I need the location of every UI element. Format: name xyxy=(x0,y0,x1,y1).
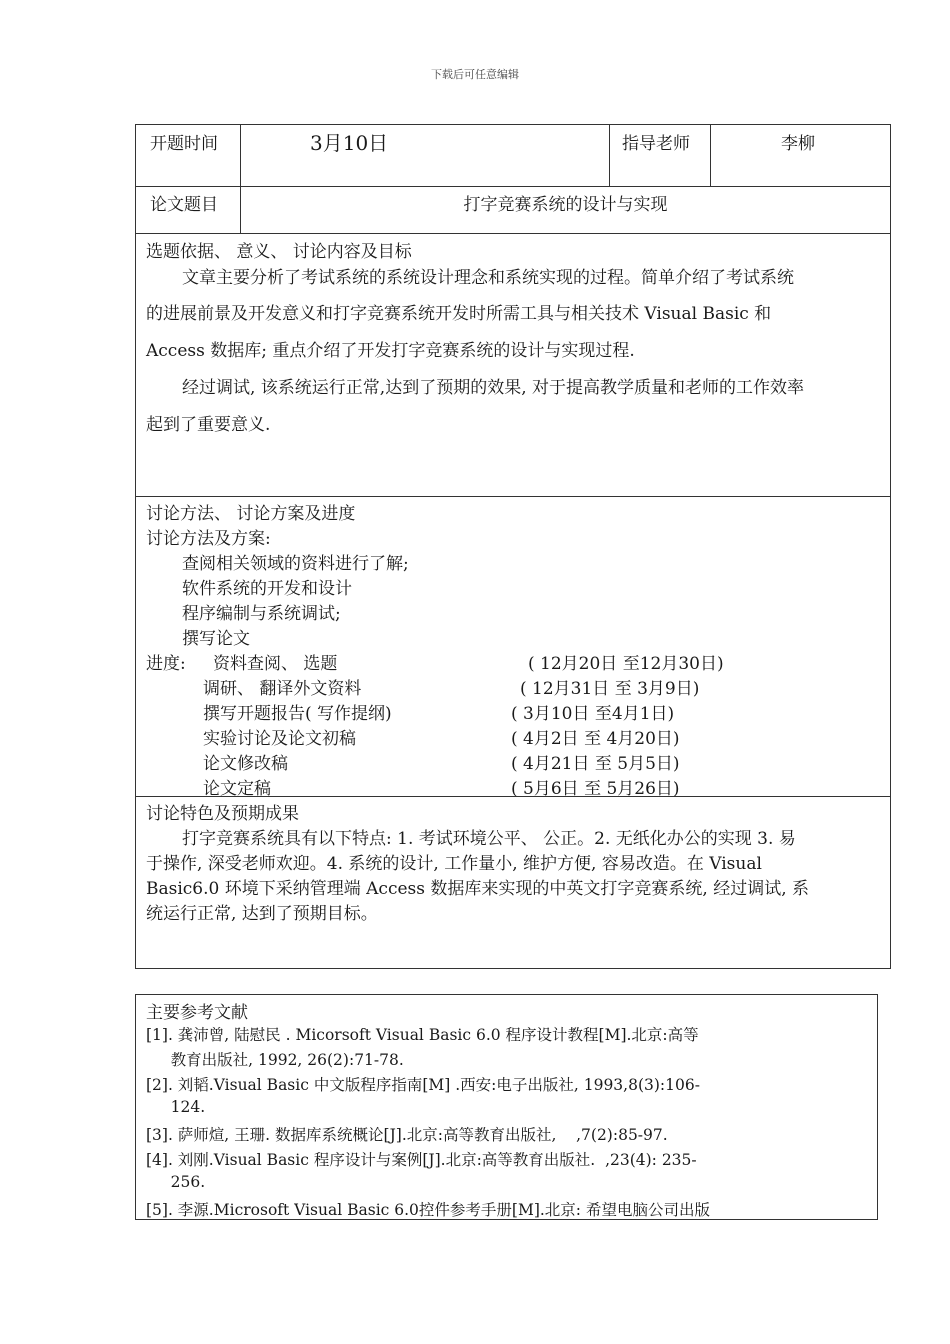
start-time-value: 3月10日 xyxy=(310,131,389,155)
section1-p1-line1: 文章主要分析了考试系统的系统设计理念和系统实现的过程。简单介绍了考试系统 xyxy=(182,268,794,288)
method-item: 软件系统的开发和设计 xyxy=(182,579,352,599)
label-advisor: 指导老师 xyxy=(622,134,690,154)
references-heading: 主要参考文献 xyxy=(146,1003,248,1023)
section1-p1-line3: Access 数据库; 重点介绍了开发打字竞赛系统的设计与实现过程. xyxy=(146,341,635,361)
progress-date: ( 12月31日 至 3月9日) xyxy=(520,679,700,699)
progress-task: 论文修改稿 xyxy=(203,754,288,774)
section3-heading: 讨论特色及预期成果 xyxy=(146,804,299,824)
section1-p2-line2: 起到了重要意义. xyxy=(146,415,271,435)
section3-line4: 统运行正常, 达到了预期目标。 xyxy=(146,904,378,924)
progress-task: 调研、 翻译外文资料 xyxy=(203,679,362,699)
proposal-table xyxy=(135,124,891,969)
section2-sub: 讨论方法及方案: xyxy=(146,529,271,549)
section1-p2-line1: 经过调试, 该系统运行正常,达到了预期的效果, 对于提高教学质量和老师的工作效率 xyxy=(182,378,805,398)
references-box xyxy=(135,994,878,1220)
progress-date: ( 4月2日 至 4月20日) xyxy=(511,729,680,749)
section1-heading: 选题依据、 意义、 讨论内容及目标 xyxy=(146,242,412,262)
section2-heading: 讨论方法、 讨论方案及进度 xyxy=(146,504,356,524)
section1-p1-line2: 的进展前景及开发意义和打字竞赛系统开发时所需工具与相关技术 Visual Basic 和 xyxy=(146,304,772,324)
method-item: 撰写论文 xyxy=(182,629,250,649)
method-item: 查阅相关领域的资料进行了解; xyxy=(182,554,409,574)
reference-line: [3]. 萨师煊, 王珊. 数据库系统概论[J].北京:高等教育出版社, ,7(2):85-97. xyxy=(146,1126,668,1144)
section3-line2: 于操作, 深受老师欢迎。4. 系统的设计, 工作量小, 维护方便, 容易改造。在 Visual xyxy=(146,854,762,874)
reference-line: [5]. 李源.Microsoft Visual Basic 6.0控件参考手册[M].北京: 希望电脑公司出版 xyxy=(146,1201,710,1219)
progress-label: 进度: xyxy=(146,654,186,674)
reference-line: 124. xyxy=(146,1098,206,1116)
progress-date: ( 12月20日 至12月30日) xyxy=(528,654,724,674)
progress-task: 资料查阅、 选题 xyxy=(213,654,338,674)
section3-line3: Basic6.0 环境下采纳管理端 Access 数据库来实现的中英文打字竞赛系统, 经过调试, 系 xyxy=(146,879,809,899)
label-start-time: 开题时间 xyxy=(150,134,218,154)
reference-line: [2]. 刘韬.Visual Basic 中文版程序指南[M] .西安:电子出版社, 1993,8(3):106- xyxy=(146,1076,700,1094)
thesis-title-value: 打字竞赛系统的设计与实现 xyxy=(463,195,668,215)
method-item: 程序编制与系统调试; xyxy=(182,604,341,624)
reference-line: [4]. 刘刚.Visual Basic 程序设计与案例[J].北京:高等教育出版社. ,23(4): 235- xyxy=(146,1151,697,1169)
progress-date: ( 3月10日 至4月1日) xyxy=(511,704,675,724)
progress-task: 撰写开题报告( 写作提纲) xyxy=(203,704,392,724)
reference-line: 教育出版社, 1992, 26(2):71-78. xyxy=(146,1051,404,1069)
progress-task: 实验讨论及论文初稿 xyxy=(203,729,356,749)
progress-date: ( 4月21日 至 5月5日) xyxy=(511,754,680,774)
page-header: 下载后可任意编辑 xyxy=(431,68,519,81)
reference-line: 256. xyxy=(146,1173,206,1191)
section3-line1: 打字竞赛系统具有以下特点: 1. 考试环境公平、 公正。2. 无纸化办公的实现 3. 易 xyxy=(182,829,796,849)
progress-date: ( 5月6日 至 5月26日) xyxy=(511,779,680,799)
advisor-value: 李柳 xyxy=(781,134,815,154)
progress-task: 论文定稿 xyxy=(203,779,271,799)
reference-line: [1]. 龚沛曾, 陆慰民 . Micorsoft Visual Basic 6.0 程序设计教程[M].北京:高等 xyxy=(146,1026,699,1044)
label-thesis-title: 论文题目 xyxy=(150,195,218,215)
